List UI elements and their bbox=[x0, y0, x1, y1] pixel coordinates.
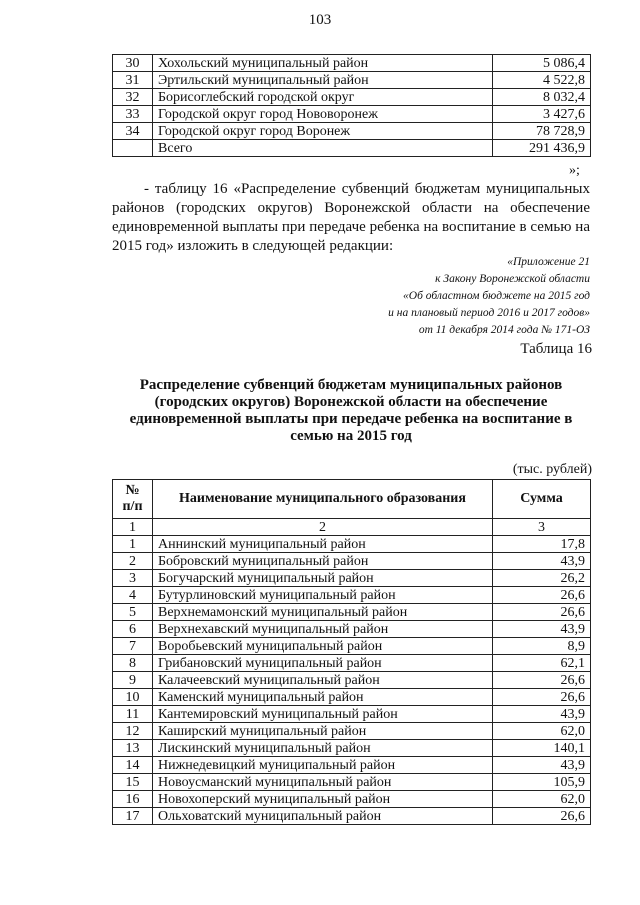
table-row bbox=[113, 621, 591, 638]
column-index: 2 bbox=[153, 519, 493, 536]
table-row bbox=[113, 123, 591, 140]
row-sum: 43,9 bbox=[493, 757, 591, 774]
row-number: 8 bbox=[113, 655, 153, 672]
row-sum: 26,6 bbox=[493, 808, 591, 825]
table-row bbox=[113, 689, 591, 706]
row-number: 3 bbox=[113, 570, 153, 587]
column-index: 3 bbox=[493, 519, 591, 536]
header-sum: Сумма bbox=[493, 480, 591, 519]
row-number: 13 bbox=[113, 740, 153, 757]
row-name: Нижнедевицкий муниципальный район bbox=[153, 757, 493, 774]
row-number: 16 bbox=[113, 791, 153, 808]
row-number: 15 bbox=[113, 774, 153, 791]
table-title: Распределение субвенций бюджетам муниципальных районов (городских округов) Воронежской области на обеспечение единовременной выплаты при передаче ребенка на воспитание в семью на 2015 год bbox=[129, 377, 573, 444]
table-row bbox=[113, 587, 591, 604]
row-number: 6 bbox=[113, 621, 153, 638]
header-name: Наименование муниципального образования bbox=[153, 480, 493, 519]
row-number: 31 bbox=[113, 72, 153, 89]
row-name: Каменский муниципальный район bbox=[153, 689, 493, 706]
page-number: 103 bbox=[308, 12, 332, 28]
row-sum: 43,9 bbox=[493, 706, 591, 723]
row-number: 4 bbox=[113, 587, 153, 604]
subvention-table bbox=[112, 479, 591, 825]
row-sum: 140,1 bbox=[493, 740, 591, 757]
row-sum: 62,0 bbox=[493, 723, 591, 740]
row-name: Верхнемамонский муниципальный район bbox=[153, 604, 493, 621]
row-name: Калачеевский муниципальный район bbox=[153, 672, 493, 689]
row-name: Каширский муниципальный район bbox=[153, 723, 493, 740]
table-row bbox=[113, 723, 591, 740]
row-number: 5 bbox=[113, 604, 153, 621]
row-number: 14 bbox=[113, 757, 153, 774]
row-name: Новохоперский муниципальный район bbox=[153, 791, 493, 808]
header-num: № п/п bbox=[113, 480, 153, 519]
units-label: (тыс. рублей) bbox=[512, 462, 592, 477]
table-label: Таблица 16 bbox=[520, 341, 592, 357]
table-row bbox=[113, 757, 591, 774]
table-row bbox=[113, 740, 591, 757]
row-name: Бобровский муниципальный район bbox=[153, 553, 493, 570]
total-sum: 291 436,9 bbox=[493, 140, 591, 157]
row-sum: 26,6 bbox=[493, 672, 591, 689]
total-label: Всего bbox=[153, 140, 493, 157]
row-number: 10 bbox=[113, 689, 153, 706]
row-sum: 43,9 bbox=[493, 553, 591, 570]
table-row bbox=[113, 791, 591, 808]
appendix-line: «Об областном бюджете на 2015 год bbox=[403, 290, 590, 302]
row-number: 30 bbox=[113, 55, 153, 72]
row-number: 12 bbox=[113, 723, 153, 740]
table-row bbox=[113, 89, 591, 106]
row-sum: 4 522,8 bbox=[493, 72, 591, 89]
row-sum: 105,9 bbox=[493, 774, 591, 791]
row-name: Ольховатский муниципальный район bbox=[153, 808, 493, 825]
row-sum: 62,0 bbox=[493, 791, 591, 808]
row-sum: 26,2 bbox=[493, 570, 591, 587]
column-index: 1 bbox=[113, 519, 153, 536]
row-sum: 5 086,4 bbox=[493, 55, 591, 72]
table-row bbox=[113, 706, 591, 723]
row-sum: 62,1 bbox=[493, 655, 591, 672]
row-sum: 17,8 bbox=[493, 536, 591, 553]
table-header-row bbox=[113, 480, 591, 519]
appendix-line: к Закону Воронежской области bbox=[435, 273, 590, 285]
row-number: 2 bbox=[113, 553, 153, 570]
table-row bbox=[113, 604, 591, 621]
row-name: Новоусманский муниципальный район bbox=[153, 774, 493, 791]
total-blank bbox=[113, 140, 153, 157]
row-sum: 3 427,6 bbox=[493, 106, 591, 123]
row-sum: 8 032,4 bbox=[493, 89, 591, 106]
row-name: Кантемировский муниципальный район bbox=[153, 706, 493, 723]
table-row bbox=[113, 638, 591, 655]
appendix-line: от 11 декабря 2014 года № 171-ОЗ bbox=[418, 324, 590, 336]
row-name: Грибановский муниципальный район bbox=[153, 655, 493, 672]
row-name: Воробьевский муниципальный район bbox=[153, 638, 493, 655]
total-row bbox=[113, 140, 591, 157]
appendix-line: и на плановый период 2016 и 2017 годов» bbox=[388, 307, 590, 319]
table-row bbox=[113, 655, 591, 672]
row-number: 1 bbox=[113, 536, 153, 553]
row-number: 11 bbox=[113, 706, 153, 723]
table-row bbox=[113, 72, 591, 89]
table-row bbox=[113, 808, 591, 825]
row-number: 17 bbox=[113, 808, 153, 825]
quote-close: »; bbox=[569, 163, 580, 178]
row-sum: 8,9 bbox=[493, 638, 591, 655]
previous-table bbox=[112, 54, 591, 157]
row-name: Аннинский муниципальный район bbox=[153, 536, 493, 553]
appendix-reference bbox=[290, 254, 590, 339]
row-name: Городской округ город Воронеж bbox=[153, 123, 493, 140]
row-name: Лискинский муниципальный район bbox=[153, 740, 493, 757]
table-row bbox=[113, 570, 591, 587]
table-row bbox=[113, 553, 591, 570]
appendix-line: «Приложение 21 bbox=[507, 256, 590, 268]
row-number: 32 bbox=[113, 89, 153, 106]
row-sum: 78 728,9 bbox=[493, 123, 591, 140]
row-sum: 26,6 bbox=[493, 604, 591, 621]
row-sum: 26,6 bbox=[493, 689, 591, 706]
row-name: Эртильский муниципальный район bbox=[153, 72, 493, 89]
table-row bbox=[113, 672, 591, 689]
row-sum: 43,9 bbox=[493, 621, 591, 638]
table-row bbox=[113, 106, 591, 123]
row-name: Бутурлиновский муниципальный район bbox=[153, 587, 493, 604]
amendment-paragraph: - таблицу 16 «Распределение субвенций бюджетам муниципальных районов (городских округов) Воронежской области на обеспечение единовременной выплаты при передаче ребенка на воспитание в семью на 2015 год» изложить в следующей редакции: bbox=[112, 181, 590, 254]
table-row bbox=[113, 774, 591, 791]
row-name: Богучарский муниципальный район bbox=[153, 570, 493, 587]
row-name: Борисоглебский городской округ bbox=[153, 89, 493, 106]
row-name: Хохольский муниципальный район bbox=[153, 55, 493, 72]
row-name: Верхнехавский муниципальный район bbox=[153, 621, 493, 638]
row-number: 9 bbox=[113, 672, 153, 689]
column-index-row bbox=[113, 519, 591, 536]
table-row bbox=[113, 536, 591, 553]
row-number: 33 bbox=[113, 106, 153, 123]
row-number: 7 bbox=[113, 638, 153, 655]
row-number: 34 bbox=[113, 123, 153, 140]
row-sum: 26,6 bbox=[493, 587, 591, 604]
row-name: Городской округ город Нововоронеж bbox=[153, 106, 493, 123]
table-row bbox=[113, 55, 591, 72]
